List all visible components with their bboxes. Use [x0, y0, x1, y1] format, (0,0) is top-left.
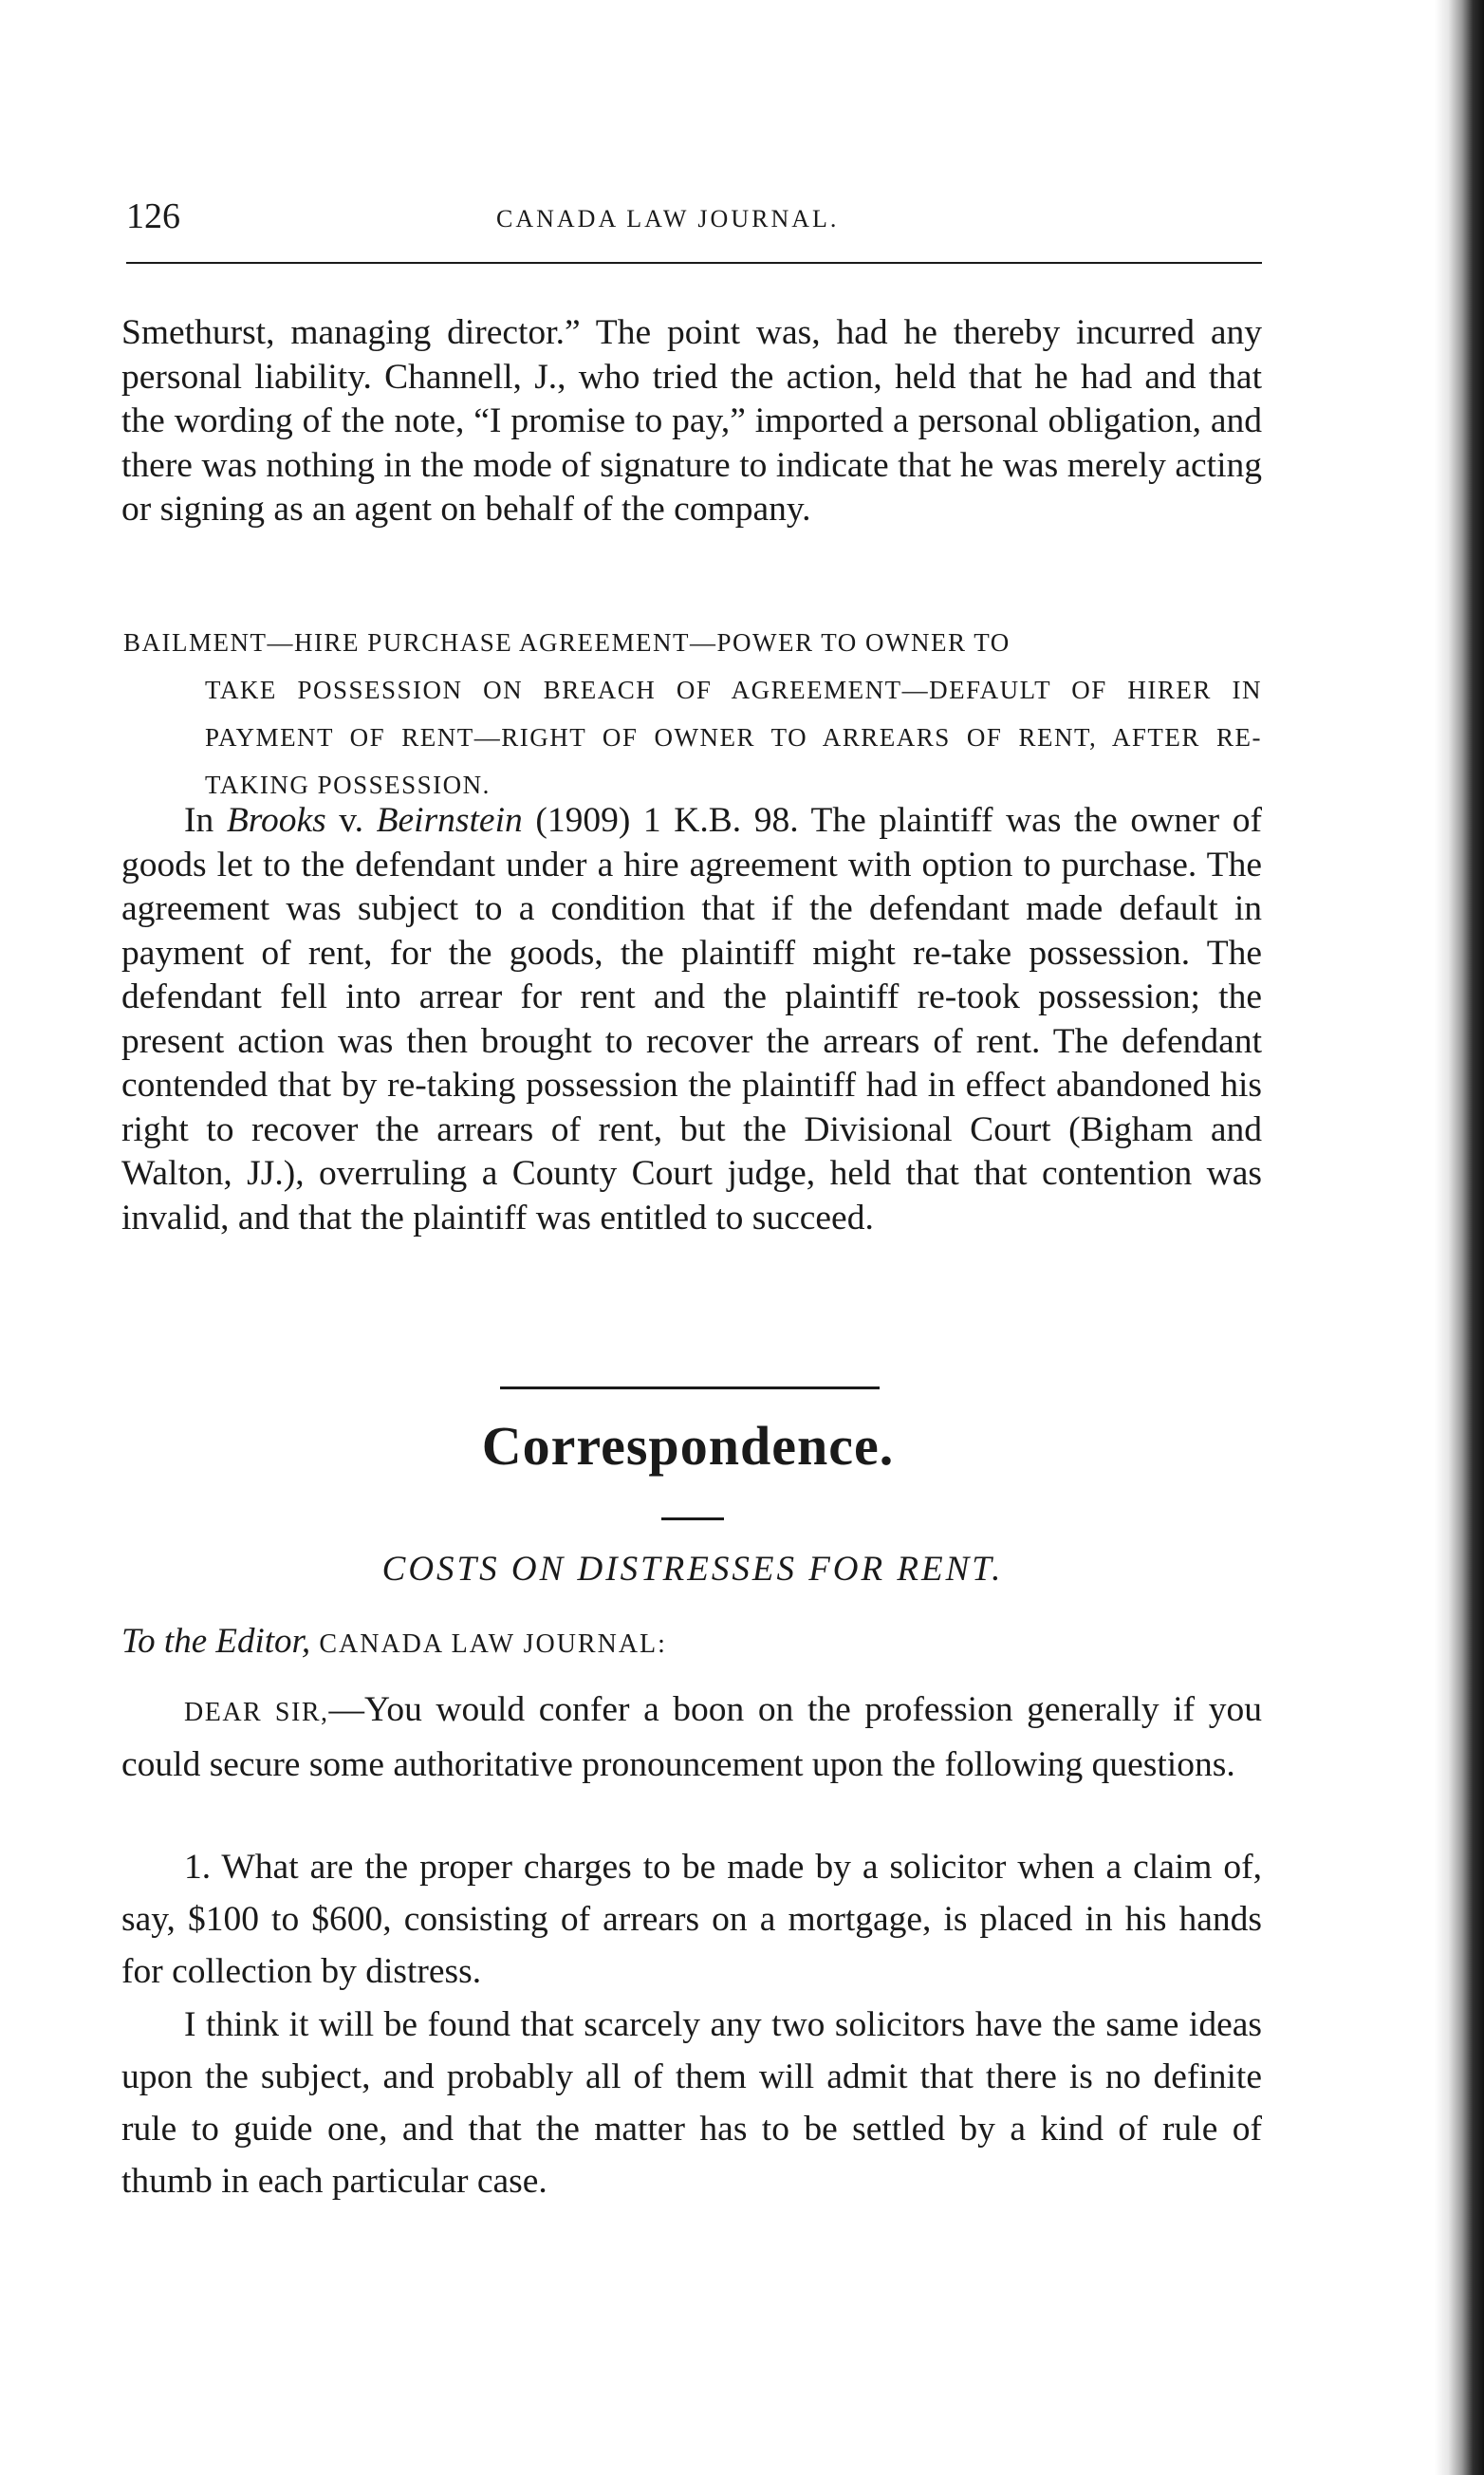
- case-versus: v.: [325, 801, 377, 840]
- case-body: (1909) 1 K.B. 98. The plaintiff was the owner of goods let to the defendant under a hire agreement with option to purchase. The agreement was subject to a condition that if the defendant made default in payment of rent, for the goods, the plaintiff might re-take possession. The defendant fell into arrear for rent and the plaintiff re-took possession; the present action was then brought to recover the arrears of rent. The defendant contended that by re-taking possession the plaintiff had in effect abandoned his right to recover the arrears of rent, but the Divisional Court (Bigham and Walton, JJ.), overruling a County Court judge, held that that contention was invalid, and that the plaintiff was entitled to succeed.: [121, 801, 1262, 1238]
- section-short-rule: [661, 1517, 724, 1520]
- paragraph-continued: [121, 311, 1262, 532]
- salutation: [121, 1621, 667, 1662]
- letter-p1-text: —You would confer a boon on the profession generally if you could secure some authoritative pronouncement upon the following questions.: [121, 1690, 1262, 1784]
- letter-title: COSTS ON DISTRESSES FOR RENT.: [381, 1550, 1004, 1589]
- page-header: [126, 195, 1262, 241]
- case-paragraph: [121, 799, 1262, 1240]
- headnote-continuation: TAKE POSSESSION ON BREACH OF AGREEMENT—DEFAULT OF HIRER IN PAYMENT OF RENT—RIGHT OF OWNER TO ARREARS OF RENT, AFTER RE-TAKING POSSESSION.: [205, 676, 1262, 799]
- case-party-2: Beirnstein: [376, 801, 523, 840]
- page-number: 126: [126, 196, 180, 236]
- case-intro: In: [184, 801, 227, 840]
- case-party-1: Brooks: [226, 801, 326, 840]
- letter-p3-text: I think it will be found that scarcely any two solicitors have the same ideas upon the subject, and probably all of them will admit that there is no definite rule to guide one, and that the matter has to be settled by a kind of rule of thumb in each particular case.: [121, 2005, 1262, 2201]
- letter-paragraph-1: [121, 1684, 1262, 1791]
- salutation-prefix: To the Editor,: [121, 1622, 311, 1661]
- salutation-journal: CANADA LAW JOURNAL:: [319, 1629, 667, 1659]
- page-edge-shadow: [1435, 0, 1484, 2475]
- section-title: Correspondence.: [481, 1415, 895, 1477]
- header-rule: [126, 262, 1262, 264]
- running-head: CANADA LAW JOURNAL.: [496, 205, 840, 233]
- headnote-first-line: BAILMENT—HIRE PURCHASE AGREEMENT—POWER TO OWNER TO: [123, 628, 1011, 657]
- case-headnote: [123, 619, 1262, 809]
- section-divider: [500, 1386, 880, 1389]
- letter-paragraph-3: [121, 1999, 1262, 2207]
- letter-greeting: DEAR SIR,: [184, 1698, 329, 1727]
- letter-p2-text: 1. What are the proper charges to be made by a solicitor when a claim of, say, $100 to $600, consisting of arrears on a mortgage, is placed in his hands for collection by distress.: [121, 1848, 1262, 1991]
- letter-paragraph-2: [121, 1841, 1262, 1998]
- paragraph-text: Smethurst, managing director.” The point was, had he thereby incurred any personal liability. Channell, J., who tried the action, held that he had and that the wording of the note, “I promise to pay,” imported a personal obligation, and there was nothing in the mode of signature to indicate that he was merely acting or signing as an agent on behalf of the company.: [121, 313, 1262, 529]
